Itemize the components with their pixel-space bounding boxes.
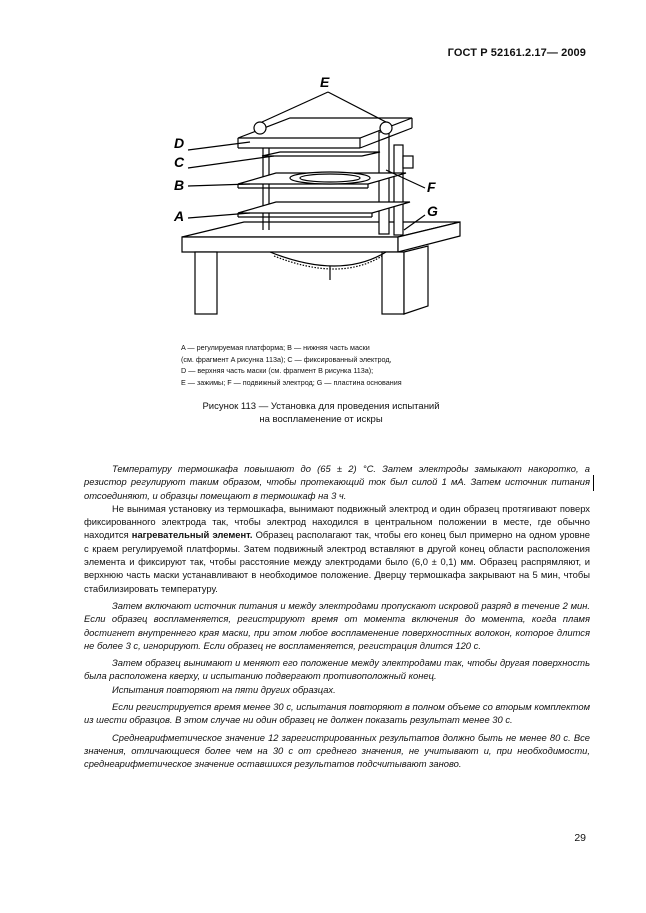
figure-caption bbox=[181, 401, 461, 426]
paragraph bbox=[84, 502, 590, 595]
document-header: ГОСТ Р 52161.2.17— 2009 bbox=[447, 47, 586, 59]
change-bar bbox=[593, 475, 594, 491]
paragraph: Испытания повторяют на пяти других образцах. bbox=[112, 683, 336, 695]
figure-label-c: C bbox=[174, 154, 185, 170]
figure-113-apparatus bbox=[150, 70, 480, 330]
body-text bbox=[84, 462, 590, 771]
figure-label-b: B bbox=[174, 177, 185, 193]
figure-label-a: A bbox=[174, 208, 185, 224]
legend-line: A — регулируемая платформа; B — нижняя часть маски bbox=[181, 343, 370, 352]
figure-label-e: E bbox=[320, 74, 330, 90]
paragraph-text: Не вынимая установку из термошкафа, вынимают подвижный электрод и один образец протягивают поверх фиксированного электрода так, чтобы электрод находился в центральном положении в месте, где обычно находится bbox=[84, 502, 590, 541]
paragraph: Температуру термошкафа повышают до (65 ± 2) °С. Затем электроды замыкают накоротко, а резистор регулируют таким образом, чтобы протекающий ток был силой 1 мА. Затем источник питания отсоединяют, и образцы помещают в термошкаф на 3 ч. bbox=[84, 463, 590, 501]
figure-legend bbox=[181, 342, 461, 388]
caption-line: на воспламенение от искры bbox=[259, 413, 383, 425]
figure-label-d: D bbox=[174, 135, 185, 151]
heating-element-term: нагревательный элемент. bbox=[131, 529, 253, 541]
caption-line: Рисунок 113 — Установка для проведения испытаний bbox=[202, 401, 440, 412]
page-number: 29 bbox=[574, 832, 586, 844]
paragraph-text: Образец располагают так, чтобы его конец был примерно на одном уровне с краем регулируемой платформы. Затем подвижный электрод вставляют в другой конец области расположения элемента и фиксируют так, чтобы расстояние между электродами было (6,0 ± 0,1) мм. Образец распрямляют, и верхнюю часть маски устанавливают в необходимое положение. Дверцу термошкафа закрывают на 5 мин, чтобы стабилизировать температуру. bbox=[84, 529, 590, 594]
figure-label-f: F bbox=[427, 179, 436, 195]
legend-line: D — верхняя часть маски (см. фрагмент B рисунка 113а); bbox=[181, 366, 374, 375]
paragraph: Затем включают источник питания и между электродами пропускают искровой разряд в течение 2 мин. Если образец воспламеняется, регистрируют время от момента включения до момента, когда пламя достигнет внутреннего края маски, при этом любое воспламенение поверхностных волокон, которое длится не более 3 с, игнорируют. Если образец не воспламеняется, регистрация длится 120 с. bbox=[84, 599, 590, 651]
figure-label-g: G bbox=[427, 203, 438, 219]
legend-line: E — зажимы; F — подвижный электрод; G — пластина основания bbox=[181, 377, 402, 387]
paragraph: Среднеарифметическое значение 12 зарегистрированных результатов должно быть не менее 80 с. Все значения, отличающиеся более чем на 30 с от среднего значения, не учитывают и, при необходимости, среднеарифметическое значение оставшихся результатов подсчитывают заново. bbox=[84, 731, 590, 770]
paragraph: Если регистрируется время менее 30 с, испытания повторяют в полном объеме со вторым комплектом из шести образцов. В этом случае ни один образец не должен показать результат менее 30 с. bbox=[84, 701, 590, 726]
legend-line: (см. фрагмент A рисунка 113а); C — фиксированный электрод, bbox=[181, 354, 392, 364]
paragraph: Затем образец вынимают и меняют его положение между электродами так, чтобы другая поверхность была расположена кверху, и испытанию подвергают противоположный конец. bbox=[84, 657, 590, 682]
